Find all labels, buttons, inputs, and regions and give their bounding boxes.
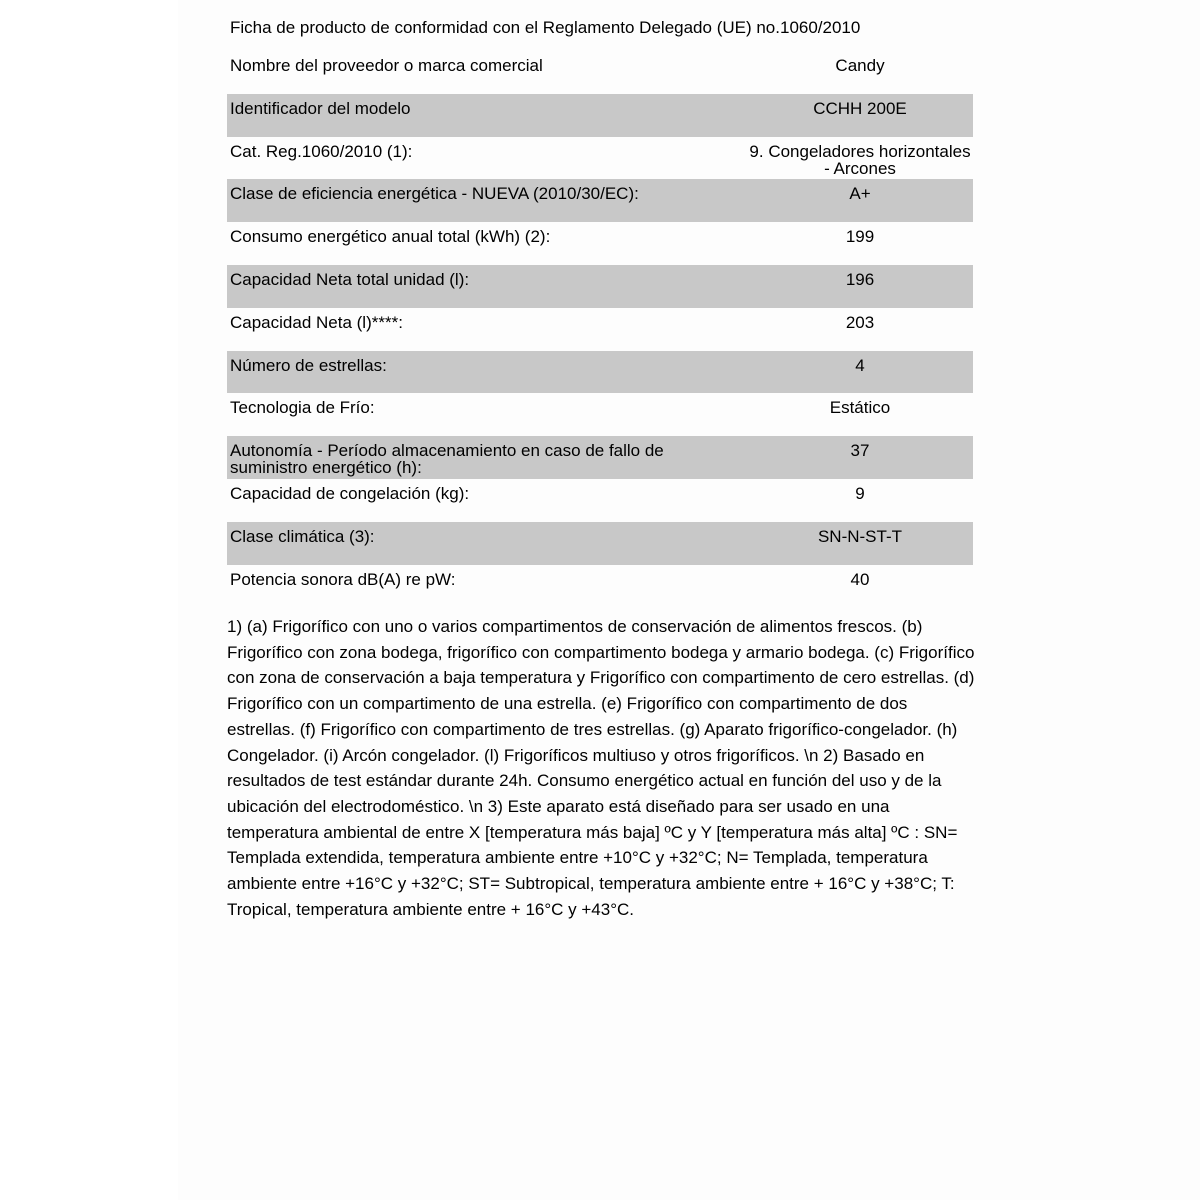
spec-label: Clase de eficiencia energética - NUEVA (2010/30/EC):	[230, 184, 639, 204]
spec-label: Autonomía - Período almacenamiento en caso de fallo de suministro energético (h):	[230, 441, 664, 478]
spec-label: Identificador del modelo	[230, 98, 411, 118]
document-title: Ficha de producto de conformidad con el Reglamento Delegado (UE) no.1060/2010	[230, 18, 861, 37]
spec-row	[227, 479, 973, 522]
spec-label: Consumo energético anual total (kWh) (2):	[230, 227, 551, 247]
spec-value: Candy	[835, 56, 885, 75]
spec-value: CCHH 200E	[813, 98, 907, 118]
spec-label: Número de estrellas:	[230, 355, 387, 375]
spec-value: 40	[850, 569, 870, 589]
spec-row	[227, 222, 973, 265]
spec-row	[227, 393, 973, 436]
spec-row	[227, 522, 973, 565]
spec-table	[227, 51, 973, 607]
spec-label: Cat. Reg.1060/2010 (1):	[230, 141, 413, 161]
spec-label: Clase climática (3):	[230, 526, 375, 546]
spec-label: Tecnologia de Frío:	[230, 398, 375, 418]
spec-row	[227, 351, 973, 394]
spec-label: Potencia sonora dB(A) re pW:	[230, 569, 456, 589]
spec-row	[227, 94, 973, 137]
spec-label: Capacidad de congelación (kg):	[230, 483, 470, 503]
spec-row	[227, 51, 973, 94]
spec-value: Estático	[829, 398, 891, 418]
spec-value: 9. Congeladores horizontales - Arcones	[749, 141, 971, 178]
spec-label: Capacidad Neta (l)****:	[230, 312, 403, 332]
spec-label: Nombre del proveedor o marca comercial	[230, 56, 543, 75]
spec-label: Capacidad Neta total unidad (l):	[230, 269, 470, 289]
spec-row	[227, 137, 973, 180]
spec-row	[227, 265, 973, 308]
spec-row	[227, 179, 973, 222]
spec-value: 4	[855, 355, 865, 375]
footnote-text: 1) (a) Frigorífico con uno o varios compartimentos de conservación de alimentos frescos. (b) Frigorífico con zona bodega, frigorífico con compartimento bodega y armario bodega. (c) Frigorífico con zona de conservación a baja temperatura y Frigorífico con compartimento de cero estrellas. (d) Frigorífico con un compartimento de una estrella. (e) Frigorífico con compartimento de dos estrellas. (f) Frigorífico con compartimento de tres estrellas. (g) Aparato frigorífico-congelador. (h) Congelador. (i) Arcón congelador. (l) Frigoríficos multiuso y otros frigoríficos. \n 2) Basado en resultados de test estándar durante 24h. Consumo energético actual en función del uso y de la ubicación del electrodoméstico. \n 3) Este aparato está diseñado para ser usado en una temperatura ambiental de entre X [temperatura más baja] ºC y Y [temperatura más alta] ºC : SN= Templada extendida, temperatura ambiente entre +10°C y +32°C; N= Templada, temperatura ambiente entre +16°C y +32°C; ST= Subtropical, temperatura ambiente entre + 16°C y +38°C; T: Tropical, temperatura ambiente entre + 16°C y +43°C.	[227, 617, 975, 919]
spec-value: 199	[845, 227, 875, 247]
spec-value: 203	[845, 312, 875, 332]
spec-value: 9	[855, 483, 865, 503]
spec-value: A+	[849, 184, 871, 204]
spec-row	[227, 308, 973, 351]
spec-value: 37	[850, 441, 870, 461]
spec-row	[227, 436, 973, 479]
spec-value: SN-N-ST-T	[817, 526, 903, 546]
spec-row	[227, 565, 973, 608]
spec-value: 196	[845, 269, 875, 289]
